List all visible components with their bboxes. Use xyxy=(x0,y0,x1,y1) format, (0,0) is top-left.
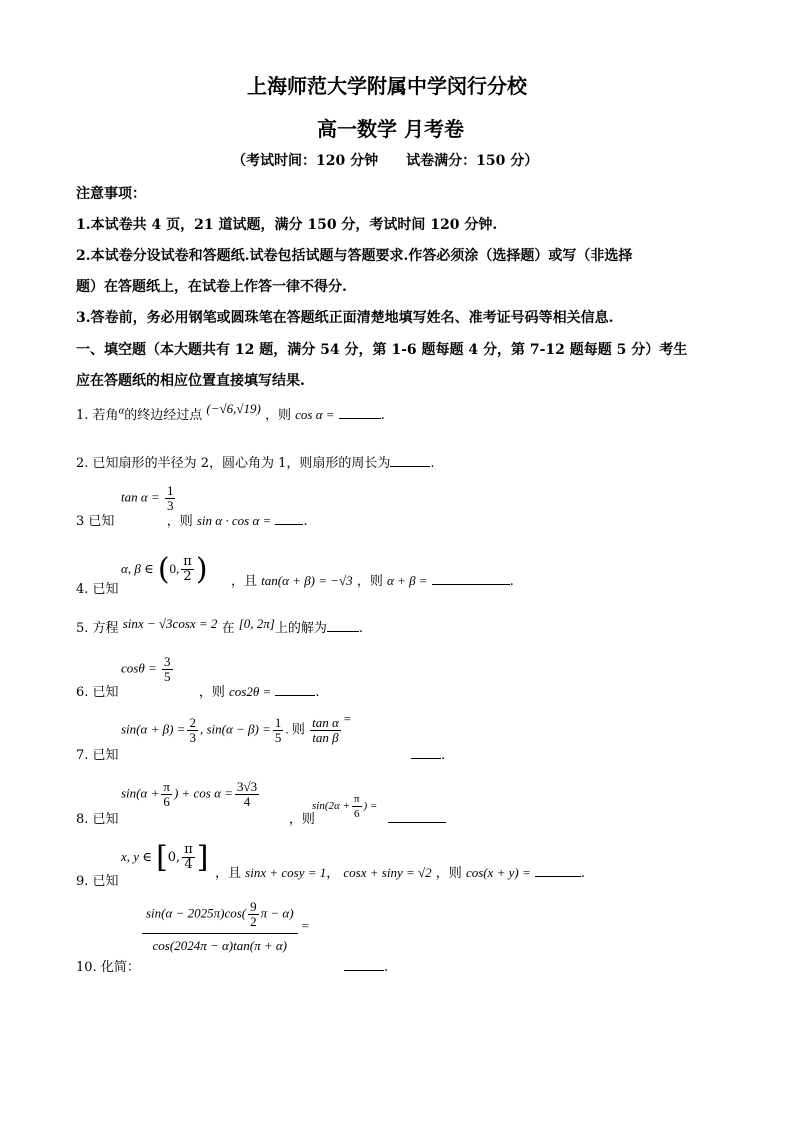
math-expr: α, β ∈ (0, $\frac{\pi}{2}$ ) xyxy=(121,552,208,587)
math-expr: cosx + siny = √2 xyxy=(343,865,432,880)
period: . xyxy=(509,574,514,589)
note-line: 3.答卷前，务必用钢笔或圆珠笔在答题纸正面清楚地填写姓名、准考证号码等相关信息. xyxy=(76,310,614,326)
answer-blank[interactable] xyxy=(339,404,381,419)
question-number: 1. xyxy=(76,408,89,423)
question-number: 3 xyxy=(76,514,85,529)
answer-blank[interactable] xyxy=(535,862,581,877)
question-text: 已知 xyxy=(92,874,119,889)
math-expr: cos2θ = xyxy=(229,684,272,699)
question-2 xyxy=(76,452,435,471)
school-name: 上海师范大学附属中学闵行分校 xyxy=(247,74,527,98)
math-expr: (−√6,√19) xyxy=(206,401,261,416)
question-text: ，则 xyxy=(198,685,225,700)
period: . xyxy=(441,748,446,763)
math-expr: cosθ = $\frac{3}{5}$ xyxy=(121,654,171,684)
question-text: ，且 xyxy=(215,866,242,881)
math-expr: cos α = xyxy=(295,407,335,422)
math-expr: α xyxy=(118,404,125,417)
question-text: 已知 xyxy=(92,685,119,700)
question-number: 2. xyxy=(76,456,89,471)
question-1 xyxy=(76,401,385,423)
answer-blank[interactable] xyxy=(344,956,384,971)
answer-blank[interactable] xyxy=(411,744,441,759)
question-text: 已知 xyxy=(92,582,119,597)
math-expr: [0, 2π] xyxy=(238,616,275,631)
question-number: 10. xyxy=(76,960,97,975)
question-text: ，则 xyxy=(435,866,462,881)
math-expr: sin(α − 2025π)cos( $\frac{9}{2}$ π − α) cos(2024π − α)tan(π + α) = xyxy=(142,900,310,954)
answer-blank[interactable] xyxy=(327,617,359,632)
section-heading: 一、填空题（本大题共有 12 题，满分 54 分，第 1-6 题每题 4 分，第 7-12 题每题 5 分）考生 xyxy=(76,342,688,358)
math-expr: cos(x + y) = xyxy=(465,865,531,880)
period: . xyxy=(303,514,308,529)
question-text: 的终边经过点 xyxy=(124,408,203,423)
math-expr: sin α · cos α = xyxy=(196,513,272,528)
math-expr: α + β = xyxy=(386,573,428,588)
question-number: 8. xyxy=(76,812,89,827)
answer-blank[interactable] xyxy=(432,570,510,585)
question-number: 7. xyxy=(76,748,89,763)
note-line: 1.本试卷共 4 页，21 道试题，满分 150 分，考试时间 120 分钟. xyxy=(76,217,498,233)
question-5 xyxy=(76,617,363,636)
period: . xyxy=(358,621,364,636)
separator: ， xyxy=(326,866,340,881)
period: . xyxy=(380,408,385,423)
question-text: ，则 xyxy=(288,812,315,827)
question-number: 9. xyxy=(76,874,89,889)
question-text: ，则 xyxy=(356,574,383,589)
math-expr: sin(α + $\frac{\pi}{6}$ ) + cos α = $\frac{3√3}{4}$ xyxy=(121,779,258,809)
answer-blank[interactable] xyxy=(388,808,446,823)
period: . xyxy=(580,866,586,881)
exam-info: （考试时间：120 分钟 试卷满分：150 分） xyxy=(232,153,539,169)
question-text: 已知扇形 xyxy=(92,456,145,471)
note-line: 题）在答题纸上，在试卷上作答一律不得分. xyxy=(76,279,347,295)
question-number: 4. xyxy=(76,582,89,597)
question-text: 在 xyxy=(221,621,235,636)
answer-blank[interactable] xyxy=(390,452,430,467)
period: . xyxy=(430,456,435,471)
note-line: 2.本试卷分设试卷和答题纸.试卷包括试题与答题要求.作答必须涂（选择题）或写（非选择 xyxy=(76,248,633,264)
question-number: 6. xyxy=(76,685,89,700)
question-text: ，则 xyxy=(166,514,193,529)
question-text: 若角 xyxy=(92,408,119,423)
question-text: 已知 xyxy=(88,514,115,529)
section-heading-cont: 应在答题纸的相应位置直接填写结果. xyxy=(76,373,305,389)
question-text: 已知 xyxy=(92,812,119,827)
question-text: 化简： xyxy=(100,960,140,975)
question-number: 5. xyxy=(76,621,89,636)
question-text: 方程 xyxy=(92,621,119,636)
answer-blank[interactable] xyxy=(275,510,303,525)
question-text: 上的解为 xyxy=(274,621,327,636)
fraction-numerator: 1 xyxy=(166,483,174,498)
question-text: 已知 xyxy=(92,748,119,763)
period: . xyxy=(315,685,320,700)
question-text: ，则 xyxy=(265,408,292,423)
math-expr: x, y ∈ [0, $\frac{\pi}{4}$ ] xyxy=(121,840,209,875)
math-expr: sin(2α + $\frac{\pi}{6}$ ) = xyxy=(312,793,378,820)
exam-title: 高一数学 月考卷 xyxy=(317,117,464,141)
math-expr: tan(α + β) = −√3 xyxy=(261,573,353,588)
period: . xyxy=(384,960,389,975)
question-text: ，且 xyxy=(231,574,258,589)
math-expr: tan α = $\frac{1}{3}$ xyxy=(121,483,174,513)
math-expr: sinx − √3cosx = 2 xyxy=(122,616,218,631)
math-expr: sin(α + β) = $\frac{2}{3}$ , sin(α − β) = $\frac{1}{5}$ . 则 $\frac{\text{tan α}}{\text{tan β}}$ = xyxy=(121,711,352,745)
math-expr: sinx + cosy = 1 xyxy=(245,865,327,880)
fraction-denominator: 3 xyxy=(166,498,174,513)
answer-blank[interactable] xyxy=(275,681,315,696)
question-text: 的半径为 2，圆心角为 1，则扇形的周长为 xyxy=(144,456,391,471)
notes-heading: 注意事项： xyxy=(76,186,146,202)
